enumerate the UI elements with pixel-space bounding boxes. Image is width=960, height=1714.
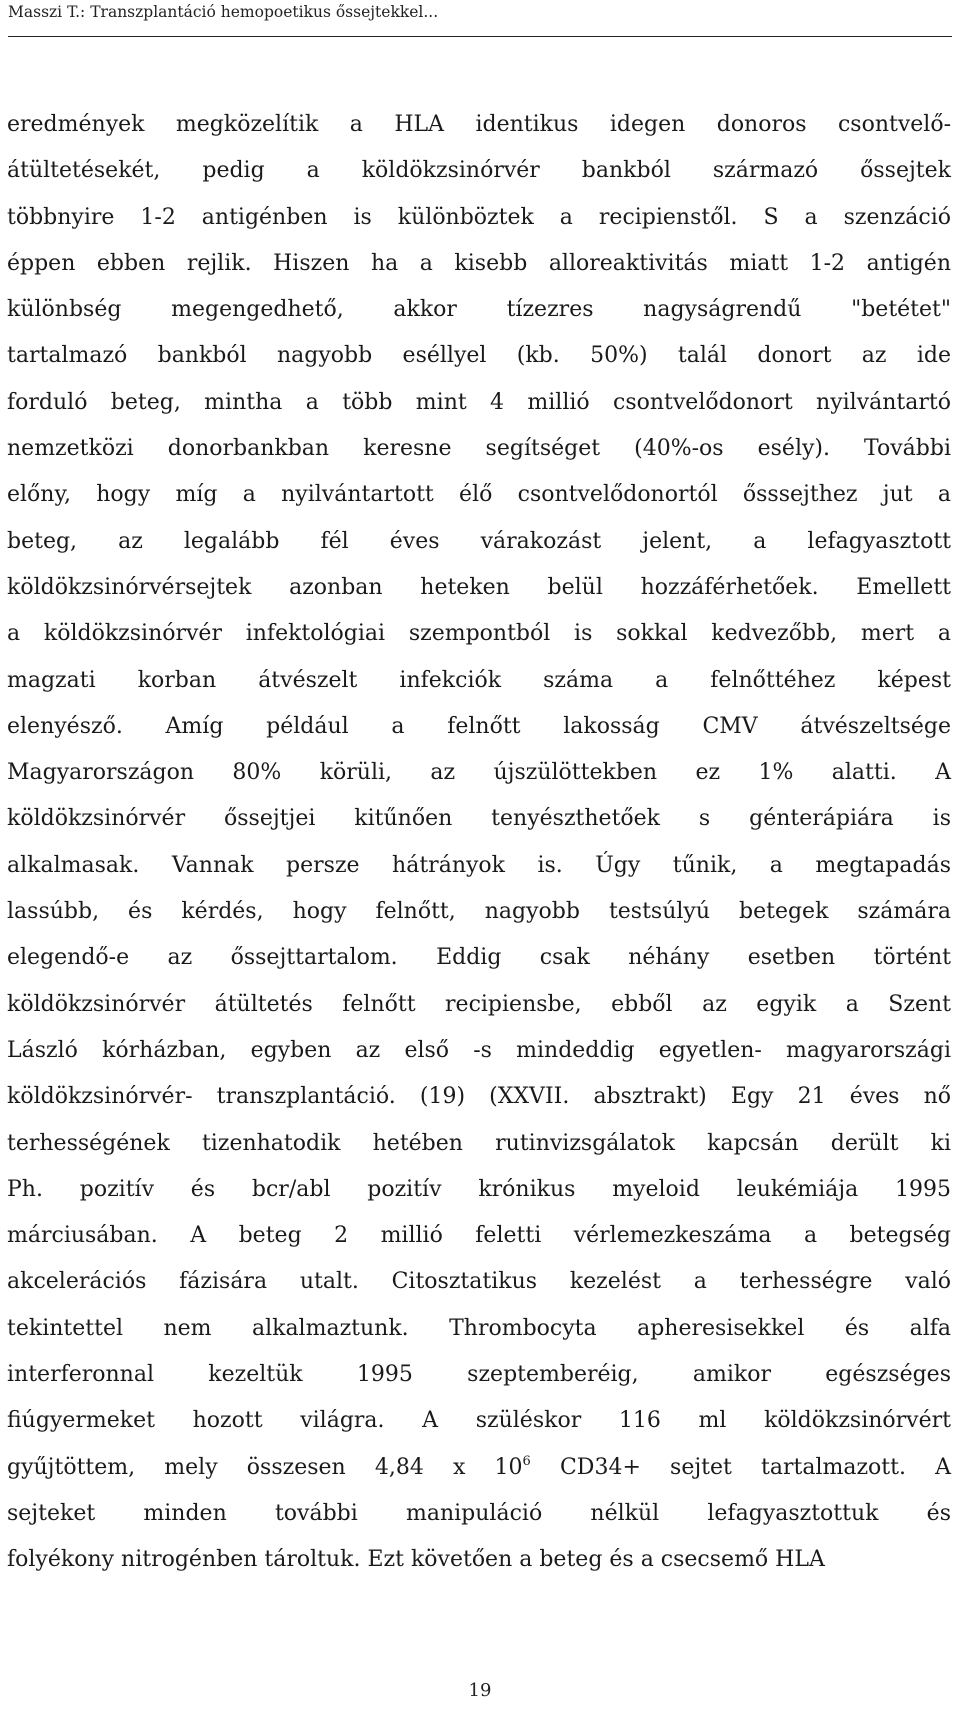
- superscript-exponent: 6: [522, 1453, 531, 1469]
- text-line: László kórházban, egyben az első -s mindeddig egyetlen- magyarországi: [7, 1037, 951, 1063]
- text-line: Ph. pozitív és bcr/abl pozitív krónikus myeloid leukémiája 1995: [7, 1176, 951, 1202]
- text-line: interferonnal kezeltük 1995 szeptemberéig, amikor egészséges: [7, 1362, 951, 1388]
- text-line: előny, hogy míg a nyilvántartott élő csontvelődonortól ősssejthez jut a: [7, 482, 951, 508]
- text-line: márciusában. A beteg 2 millió feletti vérlemezkeszáma a betegség: [7, 1223, 951, 1249]
- text-line: éppen ebben rejlik. Hiszen ha a kisebb alloreaktivitás miatt 1-2 antigén: [7, 250, 951, 276]
- text-line: elenyésző. Amíg például a felnőtt lakosság CMV átvészeltsége: [7, 713, 951, 739]
- text-line: nemzetközi donorbankban keresne segítséget (40%-os esély). További: [7, 436, 951, 462]
- text-line: elegendő-e az őssejttartalom. Eddig csak néhány esetben történt: [7, 945, 951, 971]
- text-line: beteg, az legalább fél éves várakozást jelent, a lefagyasztott: [7, 528, 951, 554]
- text-line: akcelerációs fázisára utalt. Citosztatikus kezelést a terhességre való: [7, 1269, 951, 1295]
- text-line: lassúbb, és kérdés, hogy felnőtt, nagyobb testsúlyú betegek számára: [7, 899, 951, 925]
- text-line: köldökzsinórvérsejtek azonban heteken belül hozzáférhetőek. Emellett: [7, 574, 951, 600]
- body-paragraph: [7, 102, 951, 1584]
- text-line: forduló beteg, mintha a több mint 4 millió csontvelődonort nyilvántartó: [7, 389, 951, 415]
- text-line: Magyarországon 80% körüli, az újszülöttekben ez 1% alatti. A: [7, 760, 951, 786]
- text-line: köldökzsinórvér őssejtjei kitűnően tenyészthetőek s génterápiára is: [7, 806, 951, 832]
- text-line: átültetésekét, pedig a köldökzsinórvér bankból származó őssejtek: [7, 158, 951, 184]
- text-segment: CD34+ sejtet tartalmazott. A: [530, 1454, 951, 1480]
- header-divider: [8, 36, 952, 37]
- text-line: a köldökzsinórvér infektológiai szempontból is sokkal kedvezőbb, mert a: [7, 621, 951, 647]
- text-segment: gyűjtöttem, mely összesen 4,84 x 10: [7, 1454, 523, 1480]
- text-line: tekintettel nem alkalmaztunk. Thrombocyta apheresisekkel és alfa: [7, 1315, 951, 1341]
- text-line: magzati korban átvészelt infekciók száma a felnőttéhez képest: [7, 667, 951, 693]
- text-line: folyékony nitrogénben tároltuk. Ezt követően a beteg és a csecsemő HLA: [7, 1547, 825, 1573]
- text-line: alkalmasak. Vannak persze hátrányok is. Úgy tűnik, a megtapadás: [7, 852, 951, 878]
- text-line: fiúgyermeket hozott világra. A szüléskor 116 ml köldökzsinórvért: [7, 1408, 951, 1434]
- text-line: eredmények megközelítik a HLA identikus idegen donoros csontvelő-: [7, 112, 951, 137]
- text-line-with-superscript: [7, 1445, 951, 1491]
- page-number: 19: [468, 1680, 492, 1701]
- text-line: többnyire 1-2 antigénben is különböztek a recipienstől. S a szenzáció: [7, 204, 951, 230]
- text-line: sejteket minden további manipuláció nélkül lefagyasztottuk és: [7, 1500, 951, 1526]
- text-line: tartalmazó bankból nagyobb eséllyel (kb. 50%) talál donort az ide: [7, 343, 951, 369]
- text-line: terhességének tizenhatodik hetében rutinvizsgálatok kapcsán derült ki: [7, 1130, 951, 1156]
- text-line: köldökzsinórvér átültetés felnőtt recipiensbe, ebből az egyik a Szent: [7, 991, 951, 1017]
- text-line: köldökzsinórvér- transzplantáció. (19) (XXVII. absztrakt) Egy 21 éves nő: [7, 1084, 951, 1110]
- running-title: Masszi T.: Transzplantáció hemopoetikus őssejtekkel...: [8, 3, 439, 21]
- text-line: különbség megengedhető, akkor tízezres nagyságrendű "betétet": [7, 297, 951, 323]
- running-header: [8, 0, 952, 40]
